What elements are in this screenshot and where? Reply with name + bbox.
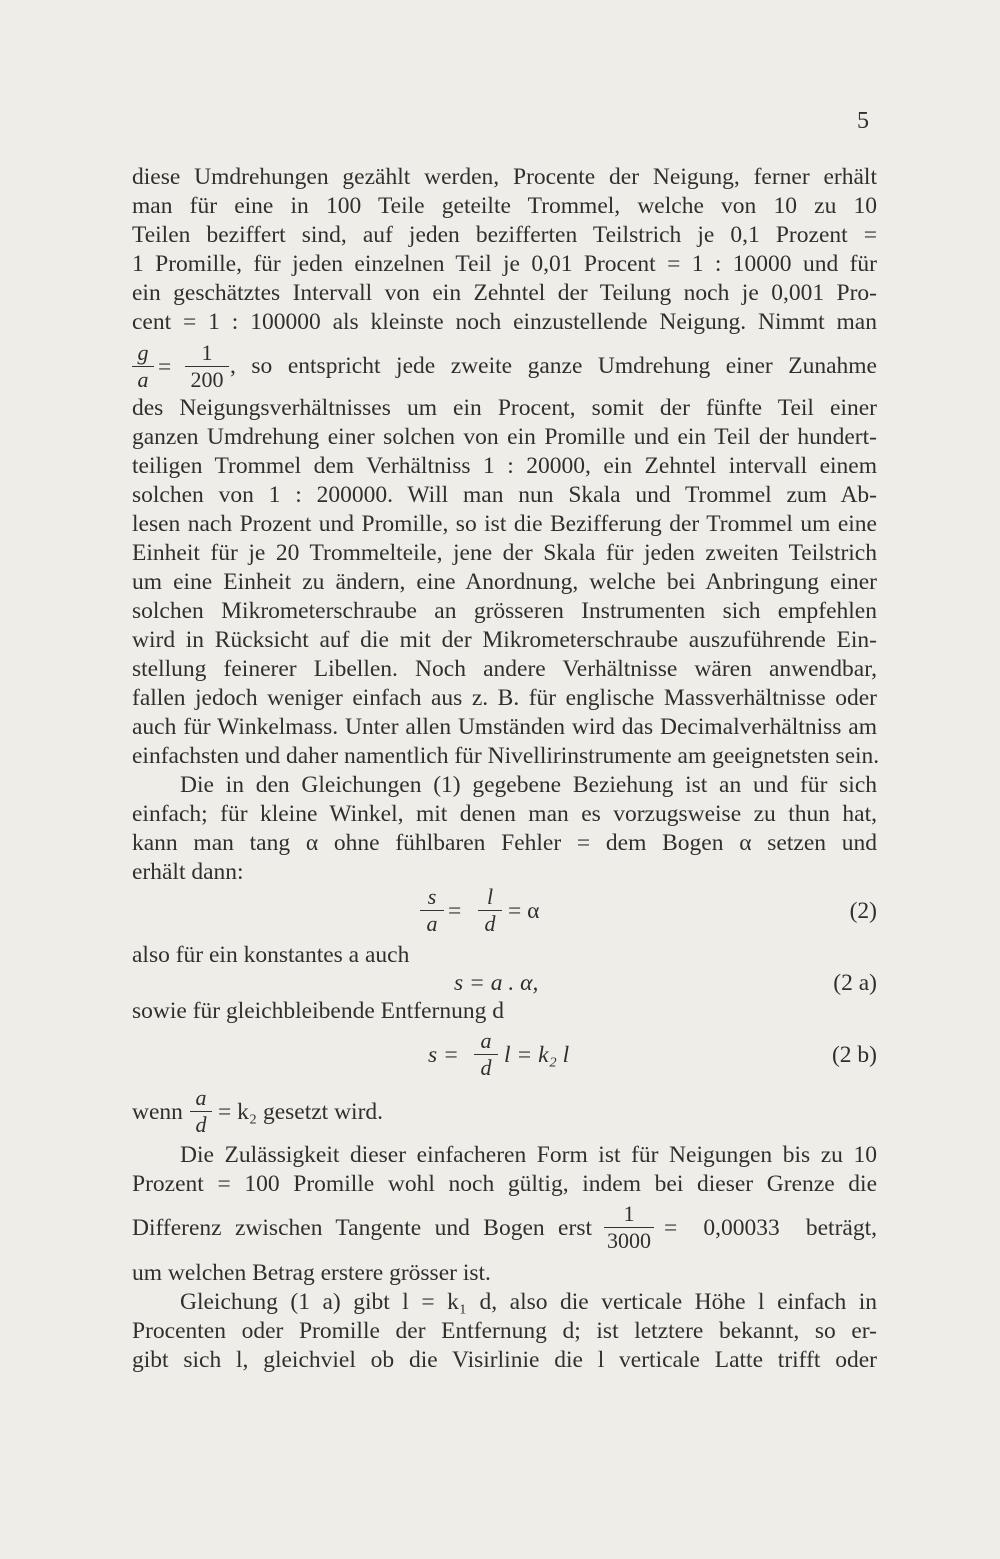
equation-number: (2 b) [831,1042,877,1068]
text-line: einfach; für kleine Winkel, mit denen man es vorzugsweise zu thun hat, [132,801,877,827]
text-line: gibt sich l, gleichviel ob die Visirlinie die l verticale Latte trifft oder [132,1347,877,1373]
fraction-1-200 [185,340,229,393]
fraction-l-d [478,884,502,937]
text-line: stellung feinerer Libellen. Noch andere Verhältnisse wären anwendbar, [132,656,877,682]
text-line: einfachsten und daher namentlich für Nivellirinstrumente am geeignetsten sein. [132,743,880,769]
text-line: Gleichung (1 a) gibt l = k₁ d, also die verticale Höhe l einfach in [180,1289,877,1315]
equals-sign: = [158,354,172,380]
numerator: 1 [185,340,229,367]
text-line: fallen jedoch weniger einfach aus z. B. für englische Massverhältnisse oder [132,685,877,711]
numerator: a [190,1085,212,1112]
denominator: a [426,911,438,936]
fraction-s-a [420,884,444,937]
text-line: 1 Promille, für jeden einzelnen Teil je 0,01 Procent = 1 : 10000 und für [132,251,877,277]
denominator: d [195,1112,207,1137]
text-line: Einheit für je 20 Trommelteile, jene der Skala für jeden zweiten Teilstrich [132,540,877,566]
text-line: des Neigungsverhältnisses um ein Procent, somit der fünfte Teil einer [132,395,877,421]
denominator: 200 [190,367,224,392]
text-line: man für eine in 100 Teile geteilte Trommel, welche von 10 zu 10 [132,193,877,219]
text-gesetzt: = k₂ gesetzt wird. [218,1099,384,1125]
text-line: Die Zulässigkeit dieser einfacheren Form ist für Neigungen bis zu 10 [180,1142,877,1168]
fraction-a-d [190,1085,212,1138]
text-line: Die in den Gleichungen (1) gegebene Beziehung ist an und für sich [180,772,877,798]
text-line: ein geschätztes Intervall von ein Zehntel der Teilung noch je 0,001 Pro- [132,280,877,306]
text-line: sowie für gleichbleibende Entfernung d [132,998,504,1024]
equation-number: (2) [849,898,877,924]
text-line: teiligen Trommel dem Verhältniss 1 : 20000, ein Zehntel intervall einem [132,453,877,479]
page-number: 5 [857,108,869,134]
equation-number: (2 a) [833,970,877,996]
text-line: um eine Einheit zu ändern, eine Anordnung, welche bei Anbringung einer [132,569,877,595]
text-line: Prozent = 100 Promille wohl noch gültig, indem bei dieser Grenze die [132,1171,877,1197]
text-line: also für ein konstantes a auch [132,942,410,968]
numerator: l [478,884,502,911]
numerator: g [132,340,154,367]
denominator: d [484,911,496,936]
fraction-1-3000 [604,1201,654,1254]
equation-2a: s = a . α, [454,970,539,996]
text-line: erhält dann: [132,859,244,885]
denominator: d [480,1055,492,1080]
numerator: 1 [604,1201,654,1228]
text-line: solchen von 1 : 200000. Will man nun Skala und Trommel zum Ab- [132,482,877,508]
equation-rhs: = α [508,898,540,924]
fraction-g-a [132,340,154,393]
equation-rhs: l = k₂ l [504,1042,570,1068]
fraction-a-d [474,1028,498,1081]
numerator: s [420,884,444,911]
text-wenn: wenn [132,1099,183,1125]
equals-sign: = [448,898,462,924]
numerator: a [474,1028,498,1055]
text-line: auch für Winkelmass. Unter allen Umständen wird das Decimalverhältniss am [132,714,877,740]
text-line: lesen nach Prozent und Promille, so ist die Bezifferung der Trommel um eine [132,511,877,537]
text-line: cent = 1 : 100000 als kleinste noch einzustellende Neigung. Nimmt man [132,309,877,335]
equation-lhs: s = [428,1042,459,1068]
text-line: Teilen beziffert sind, auf jeden bezifferten Teilstrich je 0,1 Prozent = [132,222,877,248]
text-line: diese Umdrehungen gezählt werden, Procente der Neigung, ferner erhält [132,164,877,190]
denominator: a [137,367,149,392]
text-line: Procenten oder Promille der Entfernung d; ist letztere bekannt, so er- [132,1318,877,1344]
text-line: = 0,00033 beträgt, [664,1215,877,1241]
text-line: , so entspricht jede zweite ganze Umdrehung einer Zunahme [230,353,877,379]
text-line: kann man tang α ohne fühlbaren Fehler = dem Bogen α setzen und [132,830,877,856]
text-line: Differenz zwischen Tangente und Bogen erst [132,1215,592,1241]
text-line: ganzen Umdrehung einer solchen von ein Promille und ein Teil der hundert- [132,424,877,450]
denominator: 3000 [607,1228,651,1253]
text-line: um welchen Betrag erstere grösser ist. [132,1260,491,1286]
text-line: wird in Rücksicht auf die mit der Mikrometerschraube auszuführende Ein- [132,627,877,653]
text-line: solchen Mikrometerschraube an grösseren Instrumenten sich empfehlen [132,598,877,624]
